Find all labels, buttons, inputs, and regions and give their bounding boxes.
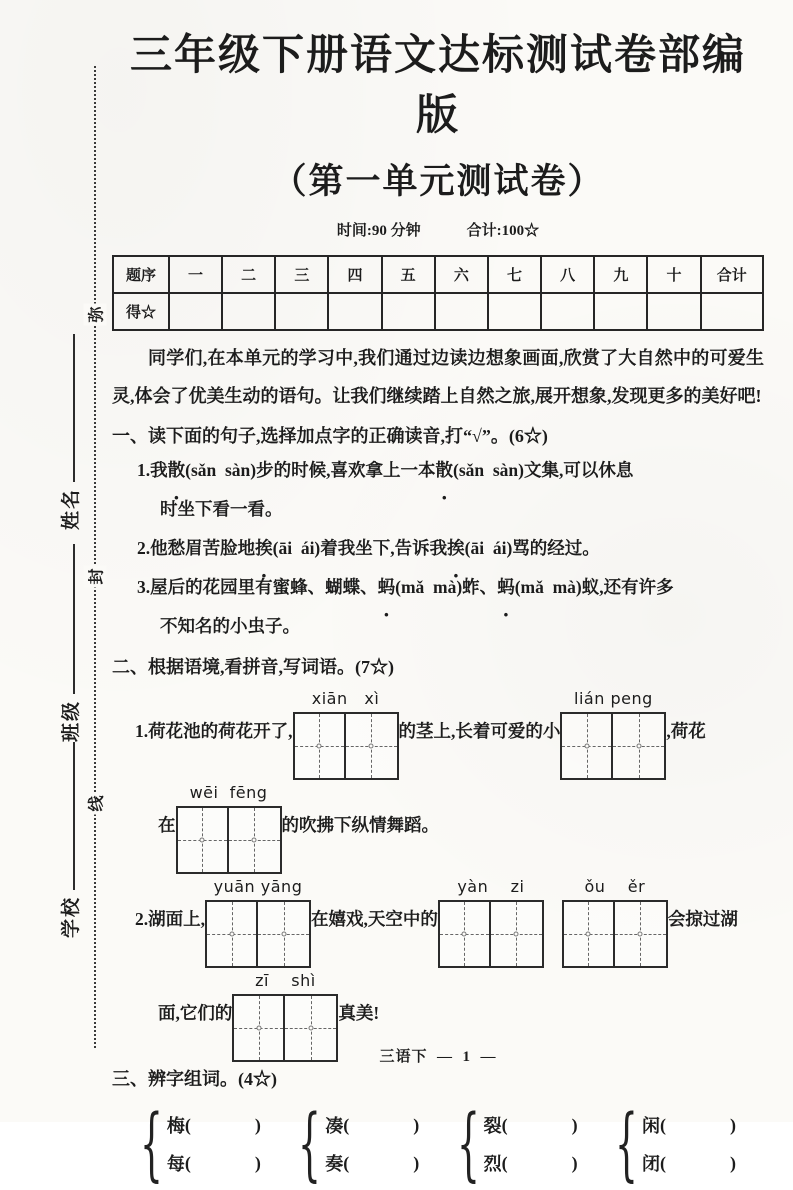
pair-char: 闲 bbox=[641, 1116, 660, 1136]
score-cell bbox=[222, 293, 275, 330]
pair-line bbox=[325, 1144, 419, 1182]
sidebar-name-field bbox=[56, 334, 83, 530]
char-pair-lie bbox=[443, 1097, 578, 1190]
class-label: 班级 bbox=[61, 699, 82, 742]
pair-char: 梅 bbox=[166, 1116, 185, 1136]
pair-line bbox=[484, 1106, 578, 1144]
item-text: (sǎn sàn)文集,可以休息 bbox=[453, 460, 634, 480]
dotted-char: 挨 bbox=[255, 538, 273, 558]
pair-char: 闭 bbox=[641, 1154, 660, 1174]
score-header-cell: 八 bbox=[541, 256, 594, 293]
pinyin-writing-box-yuanyang bbox=[205, 877, 311, 968]
score-cell bbox=[328, 293, 381, 330]
answer-box bbox=[562, 900, 668, 968]
paren-close: ) bbox=[571, 1152, 578, 1173]
binding-char-feng: 封 bbox=[84, 566, 107, 588]
paren-close: ) bbox=[729, 1152, 736, 1173]
binding-seal-line bbox=[94, 66, 96, 1048]
score-header-cell: 九 bbox=[594, 256, 647, 293]
score-header-cell: 二 bbox=[222, 256, 275, 293]
page-title: 三年级下册语文达标测试卷部编版 bbox=[129, 31, 746, 138]
pinyin-label: xiān xì bbox=[311, 689, 380, 708]
pinyin-label: yuān yāng bbox=[213, 877, 303, 896]
page-subtitle: （第一单元测试卷） bbox=[271, 162, 605, 201]
answer-box bbox=[176, 806, 282, 874]
pinyin-writing-box-xianxi bbox=[293, 689, 399, 780]
pinyin-writing-box-yanzi bbox=[438, 877, 544, 968]
section1-title: 一、读下面的句子,选择加点字的正确读音,打“√”。(6☆) bbox=[112, 426, 548, 446]
section2-q2-line1 bbox=[135, 873, 764, 964]
writing-cell bbox=[440, 902, 491, 966]
paper-content bbox=[112, 14, 764, 1190]
pinyin-label: yàn zi bbox=[457, 877, 525, 896]
item-text: (mǎ mà)蚱、 bbox=[395, 577, 498, 597]
writing-cell bbox=[229, 808, 280, 872]
pair-char: 奏 bbox=[325, 1154, 344, 1174]
sidebar-class-field bbox=[56, 544, 83, 742]
q1-text: 在 bbox=[158, 815, 176, 835]
score-cell bbox=[701, 293, 763, 330]
answer-box bbox=[560, 712, 666, 780]
q2-text: 面,它们的 bbox=[158, 1003, 233, 1023]
brace-icon: { bbox=[298, 1097, 322, 1190]
name-blank-line bbox=[73, 334, 75, 482]
item-text: 3.屋后的花园里有蜜蜂、蝴蝶、 bbox=[137, 577, 378, 597]
writing-cell bbox=[178, 808, 229, 872]
answer-box bbox=[205, 900, 311, 968]
score-header-cell: 一 bbox=[169, 256, 222, 293]
pair-char: 裂 bbox=[483, 1116, 502, 1136]
paren-close: ) bbox=[413, 1152, 420, 1173]
score-cell bbox=[435, 293, 488, 330]
q1-text: 1.荷花池的荷花开了, bbox=[135, 721, 293, 741]
school-label: 学校 bbox=[61, 895, 82, 938]
pinyin-writing-box-weifeng bbox=[176, 783, 282, 874]
pair-line bbox=[642, 1144, 736, 1182]
section3-title: 三、辨字组词。(4☆) bbox=[112, 1069, 277, 1089]
q2-text: 2.湖面上, bbox=[135, 909, 205, 929]
dotted-char: 散 bbox=[167, 460, 186, 480]
exam-meta bbox=[112, 219, 764, 240]
writing-cell bbox=[258, 902, 309, 966]
pinyin-writing-box-lianpeng bbox=[560, 689, 666, 780]
paren-close: ) bbox=[413, 1114, 420, 1135]
school-blank-line bbox=[73, 742, 75, 890]
score-cell bbox=[594, 293, 647, 330]
name-label: 姓名 bbox=[61, 487, 82, 530]
q1-text: 的茎上,长着可爱的小 bbox=[398, 721, 561, 741]
pair-line bbox=[484, 1144, 578, 1182]
writing-cell bbox=[346, 714, 397, 778]
pinyin-label: lián peng bbox=[574, 689, 653, 708]
dotted-char: 散 bbox=[435, 460, 453, 480]
q1-text: ,荷花 bbox=[666, 721, 706, 741]
item-text: (āi ái)着我坐下,告诉我 bbox=[272, 538, 448, 558]
section2-q1-line1 bbox=[135, 685, 764, 776]
section2-title: 二、根据语境,看拼音,写词语。(7☆) bbox=[112, 657, 394, 677]
pair-line bbox=[642, 1106, 736, 1144]
brace-icon: { bbox=[615, 1097, 638, 1190]
score-header-cell: 三 bbox=[275, 256, 328, 293]
score-header-cell: 题序 bbox=[113, 256, 169, 293]
score-header-cell: 五 bbox=[382, 256, 435, 293]
section1-item-1-line2: 时坐下看一看。 bbox=[160, 499, 283, 519]
writing-cell bbox=[562, 714, 613, 778]
dotted-char: 蚂 bbox=[497, 577, 515, 597]
score-cell bbox=[647, 293, 700, 330]
paren-open: ( bbox=[184, 1114, 191, 1135]
section3-pairs-row bbox=[112, 1097, 764, 1190]
pinyin-label: ǒu ěr bbox=[584, 877, 646, 896]
item-text: (sǎn sàn)步的时候,喜欢拿上一本 bbox=[185, 460, 436, 480]
writing-cell bbox=[613, 714, 664, 778]
pair-char: 每 bbox=[166, 1154, 185, 1174]
paren-open: ( bbox=[659, 1114, 666, 1135]
item-text: 2.他愁眉苦脸地 bbox=[137, 538, 256, 558]
pair-line bbox=[325, 1106, 419, 1144]
score-cell bbox=[382, 293, 435, 330]
page-footer: 三语下 — 1 — bbox=[379, 1049, 497, 1065]
pinyin-label: wēi fēng bbox=[189, 783, 268, 802]
section1-item-3 bbox=[137, 568, 764, 607]
score-row-label: 得☆ bbox=[113, 293, 169, 330]
dotted-char: 挨 bbox=[447, 538, 465, 558]
pinyin-label: zī shì bbox=[255, 971, 316, 990]
pair-line bbox=[167, 1106, 261, 1144]
binding-char-mi: 弥 bbox=[84, 304, 107, 326]
score-cell bbox=[169, 293, 222, 330]
unit-intro-paragraph: 同学们,在本单元的学习中,我们通过边读边想象画面,欣赏了大自然中的可爱生灵,体会了优美生动的语句。让我们继续踏上自然之旅,展开想象,发现更多的美好吧! bbox=[112, 348, 764, 406]
score-header-cell: 四 bbox=[328, 256, 381, 293]
score-cell bbox=[275, 293, 328, 330]
paren-close: ) bbox=[571, 1114, 578, 1135]
score-table-header-row bbox=[113, 256, 763, 293]
score-cell bbox=[488, 293, 541, 330]
section2-q1-line2 bbox=[158, 779, 764, 870]
score-header-cell: 十 bbox=[647, 256, 700, 293]
score-header-cell: 六 bbox=[435, 256, 488, 293]
paren-open: ( bbox=[343, 1114, 350, 1135]
q1-text: 的吹拂下纵情舞蹈。 bbox=[281, 815, 439, 835]
answer-box bbox=[293, 712, 399, 780]
pair-line bbox=[167, 1144, 261, 1182]
answer-box bbox=[438, 900, 544, 968]
writing-cell bbox=[564, 902, 615, 966]
sidebar-school-field bbox=[56, 742, 83, 938]
char-pair-xian bbox=[601, 1097, 736, 1190]
q2-text: 在嬉戏,天空中的 bbox=[311, 909, 438, 929]
paren-open: ( bbox=[501, 1152, 508, 1173]
paren-open: ( bbox=[184, 1152, 191, 1173]
char-pair-mei bbox=[126, 1097, 261, 1190]
binding-char-xian: 线 bbox=[84, 793, 107, 815]
item-text: (mǎ mà)蚁,还有许多 bbox=[514, 577, 674, 597]
score-header-cell: 七 bbox=[488, 256, 541, 293]
char-pair-cou bbox=[284, 1097, 420, 1190]
exam-total-score: 合计:100☆ bbox=[466, 223, 540, 239]
q2-text: 会掠过湖 bbox=[667, 909, 738, 929]
paren-open: ( bbox=[659, 1152, 666, 1173]
section1-item-2 bbox=[137, 529, 764, 568]
pair-char: 烈 bbox=[483, 1154, 502, 1174]
score-cell bbox=[541, 293, 594, 330]
section1-item-1 bbox=[137, 451, 764, 490]
paren-close: ) bbox=[729, 1114, 736, 1135]
exam-time: 时间:90 分钟 bbox=[336, 223, 421, 239]
brace-icon: { bbox=[456, 1097, 480, 1190]
paren-open: ( bbox=[343, 1152, 350, 1173]
writing-cell bbox=[491, 902, 542, 966]
pinyin-writing-box-ouer bbox=[562, 877, 668, 968]
score-table-value-row bbox=[113, 293, 763, 330]
score-header-cell: 合计 bbox=[701, 256, 763, 293]
paren-open: ( bbox=[501, 1114, 508, 1135]
item-text: 1.我 bbox=[137, 460, 168, 480]
writing-cell bbox=[207, 902, 258, 966]
brace-icon: { bbox=[139, 1097, 163, 1190]
q2-text: 真美! bbox=[338, 1003, 380, 1023]
class-blank-line bbox=[73, 544, 75, 694]
writing-cell bbox=[295, 714, 346, 778]
dotted-char: 蚂 bbox=[377, 577, 396, 597]
section1-item-3-line2: 不知名的小虫子。 bbox=[160, 616, 300, 636]
paren-close: ) bbox=[254, 1152, 261, 1173]
writing-cell bbox=[615, 902, 666, 966]
item-text: (āi ái)骂的经过。 bbox=[464, 538, 600, 558]
paren-close: ) bbox=[254, 1114, 261, 1135]
score-table bbox=[112, 255, 764, 331]
pair-char: 凑 bbox=[325, 1116, 344, 1136]
